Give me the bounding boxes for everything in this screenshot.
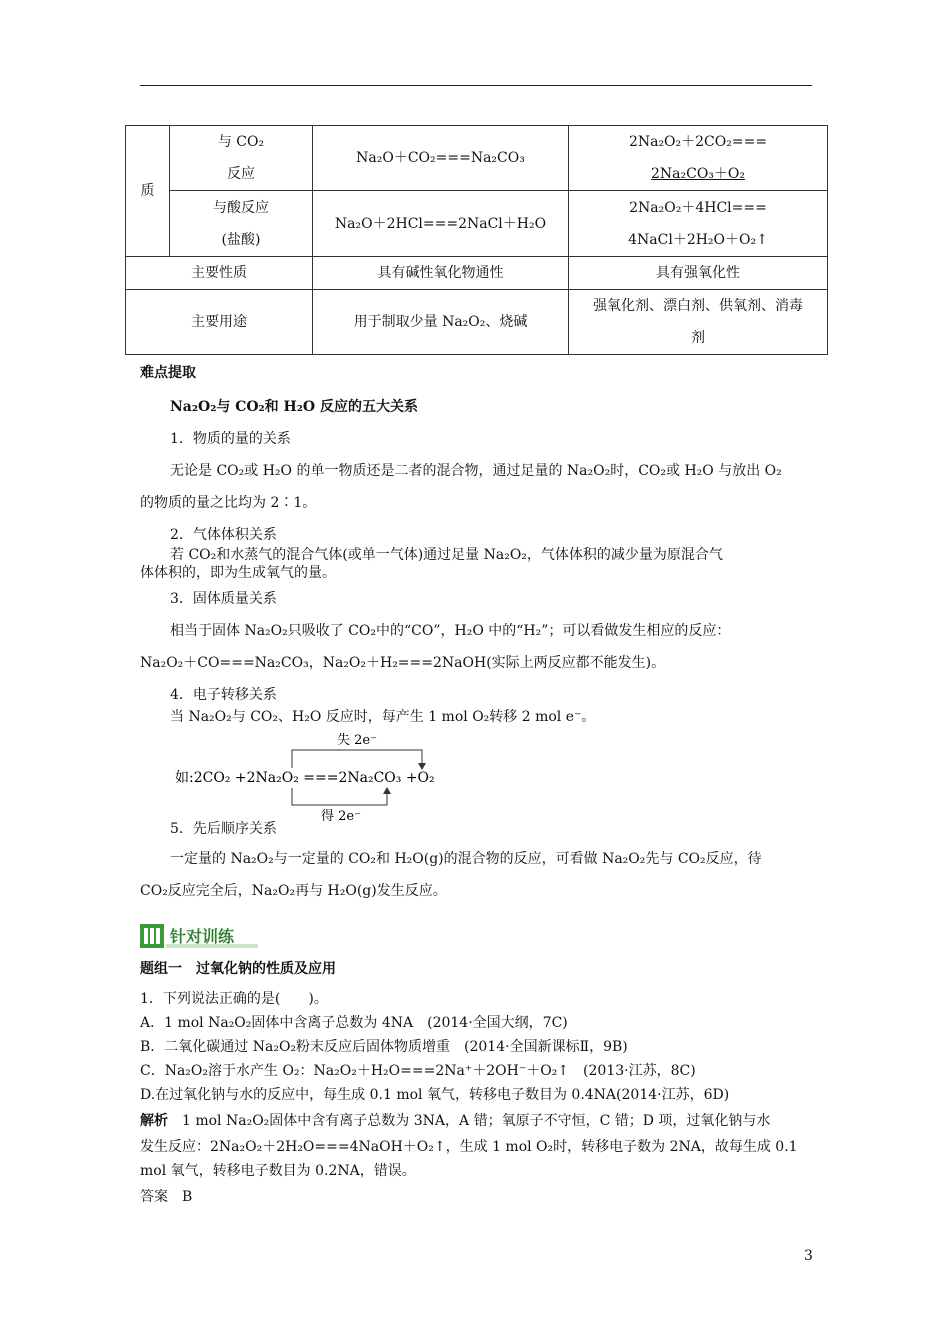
table-row: 主要性质 具有碱性氧化物通性 具有强氧化性 xyxy=(126,257,828,290)
banner-label: 针对训练 xyxy=(170,927,235,946)
group-heading: 题组一 过氧化钠的性质及应用 xyxy=(140,961,336,977)
arrow-down-icon xyxy=(418,763,426,770)
arrow-up-icon xyxy=(383,787,391,794)
option-d: D.在过氧化钠与水的反应中，每生成 0.1 mol 氧气，转移电子数目为 0.4NA(2014·江苏，6D) xyxy=(140,1087,730,1103)
difficulty-subheading: Na₂O₂与 CO₂和 H₂O 反应的五大关系 xyxy=(170,399,418,415)
option-a: A．1 mol Na₂O₂固体中含离子总数为 4NA (2014·全国大纲，7C) xyxy=(140,1015,568,1031)
gain-bracket xyxy=(292,788,387,805)
loss-bracket xyxy=(292,750,422,768)
option-c: C．Na₂O₂溶于水产生 O₂：Na₂O₂＋H₂O===2Na⁺＋2OH⁻＋O₂↑ (2013·江苏，8C) xyxy=(140,1063,696,1079)
gain-label: 得 2e⁻ xyxy=(321,809,361,824)
side-label: 质 xyxy=(126,126,170,257)
analysis-label: 解析 xyxy=(140,1113,168,1129)
answer: 答案 B xyxy=(140,1189,193,1205)
table-row: 与酸反应 (盐酸) Na₂O＋2HCl===2NaCl＋H₂O 2Na₂O₂＋4HCl=== 4NaCl＋2H₂O＋O₂↑ xyxy=(126,191,828,257)
header-rule xyxy=(140,85,812,86)
loss-label: 失 2e⁻ xyxy=(337,733,377,748)
question-1: 1．下列说法正确的是( )。 xyxy=(140,991,328,1007)
table-row: 主要用途 用于制取少量 Na₂O₂、烧碱 强氧化剂、漂白剂、供氧剂、消毒 剂 xyxy=(126,290,828,355)
table-row: 质 与 CO₂ 反应 Na₂O＋CO₂===Na₂CO₃ 2Na₂O₂＋2CO₂=== 2Na₂CO₃＋O₂ xyxy=(126,126,828,191)
option-b: B．二氧化碳通过 Na₂O₂粉末反应后固体物质增重 (2014·全国新课标Ⅱ，9B) xyxy=(140,1039,628,1055)
na2o-co2-reaction: Na₂O＋CO₂===Na₂CO₃ xyxy=(313,126,569,191)
properties-table xyxy=(125,125,828,355)
training-banner xyxy=(140,922,265,956)
diagram-equation: 如:2CO₂ +2Na₂O₂ ===2Na₂CO₃ +O₂ xyxy=(175,770,435,786)
difficulty-heading: 难点提取 xyxy=(140,365,196,381)
page-number: 3 xyxy=(804,1248,813,1264)
electron-transfer-diagram xyxy=(175,730,475,829)
na2o-hcl-reaction: Na₂O＋2HCl===2NaCl＋H₂O xyxy=(313,191,569,257)
